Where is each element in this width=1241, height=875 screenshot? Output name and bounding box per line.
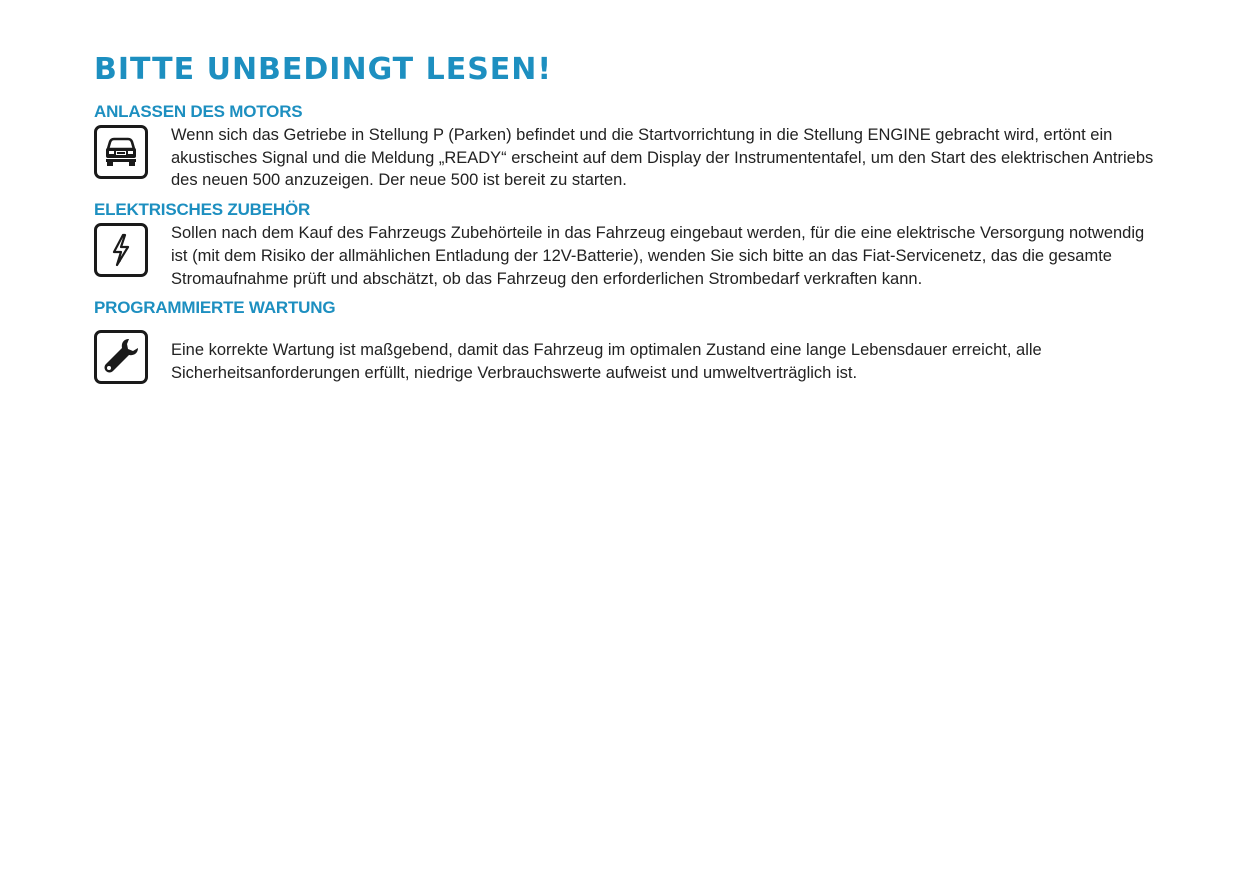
section-heading-electrical-accessories: ELEKTRISCHES ZUBEHÖR (94, 200, 311, 220)
page-title: BITTE UNBEDINGT LESEN! (94, 52, 553, 87)
document-page (94, 52, 1164, 393)
section-text-engine-start: Wenn sich das Getriebe in Stellung P (Parken) befindet und die Startvorrichtung in die Stellung ENGINE gebracht wird, ertönt ein akustisches Signal und die Meldung „READY“ erscheint auf dem Display der Instrumententafel, um den Start des elektrischen Antriebs des neuen 500 anzuzeigen. Der neue 500 ist bereit zu starten. (171, 126, 1154, 190)
section-scheduled-maintenance (94, 298, 1164, 384)
section-heading-scheduled-maintenance: PROGRAMMIERTE WARTUNG (94, 298, 336, 318)
lightning-bolt-icon (94, 223, 148, 277)
section-engine-start (94, 102, 1164, 192)
section-row-electrical-accessories (94, 222, 1164, 290)
section-row-engine-start (94, 124, 1164, 192)
section-text-scheduled-maintenance: Eine korrekte Wartung ist maßgebend, damit das Fahrzeug im optimalen Zustand eine lange Lebensdauer erreicht, alle Sicherheitsanforderungen erfüllt, niedrige Verbrauchswerte aufweist und umweltverträglich ist. (171, 341, 1042, 382)
section-electrical-accessories (94, 200, 1164, 290)
section-row-scheduled-maintenance (94, 320, 1164, 384)
car-front-icon (94, 125, 148, 179)
section-text-electrical-accessories: Sollen nach dem Kauf des Fahrzeugs Zubehörteile in das Fahrzeug eingebaut werden, für die eine elektrische Versorgung notwendig ist (mit dem Risiko der allmählichen Entladung der 12V-Batterie), wenden Sie sich bitte an das Fiat-Servicenetz, das die gesamte Stromaufnahme prüft und abschätzt, ob das Fahrzeug den erforderlichen Strombedarf verkraften kann. (171, 224, 1145, 288)
section-heading-engine-start: ANLASSEN DES MOTORS (94, 102, 303, 121)
wrench-icon (94, 330, 148, 384)
